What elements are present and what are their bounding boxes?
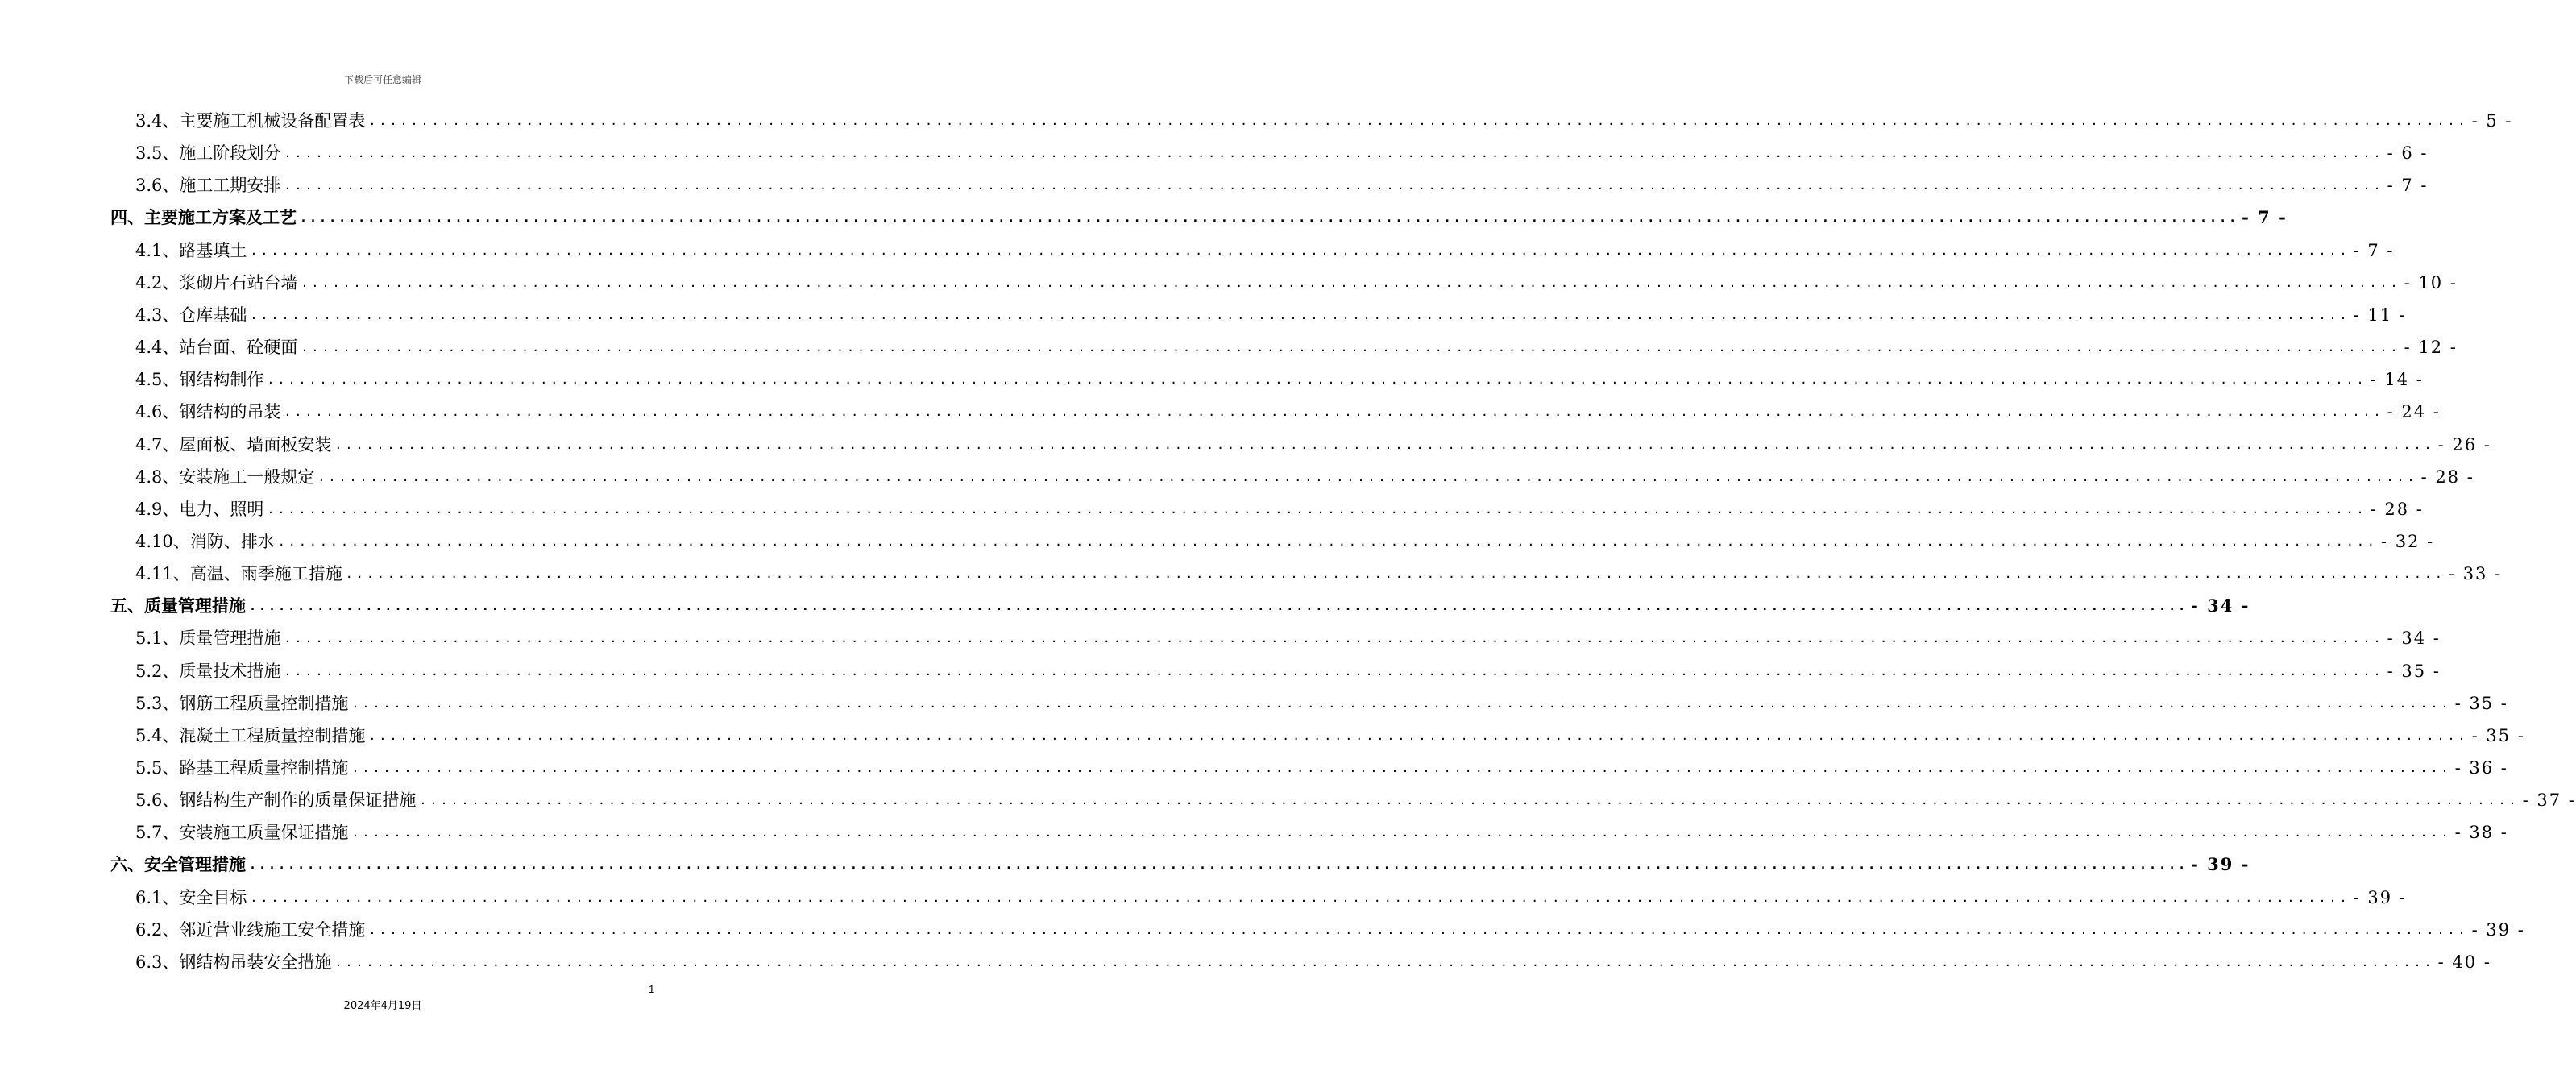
toc-section-entry[interactable]	[135, 331, 2458, 363]
toc-entry-page: - 10 -	[2404, 273, 2458, 293]
toc-entry-page: - 12 -	[2404, 338, 2458, 357]
toc-entry-title: 5.6、钢结构生产制作的质量保证措施	[135, 790, 417, 810]
toc-dot-leader: ........................................................................................................................................................................................................	[334, 438, 2435, 452]
toc-entry-title: 4.9、电力、照明	[135, 500, 264, 519]
toc-entry-page: - 24 -	[2387, 402, 2441, 421]
toc-section-entry[interactable]	[135, 784, 2576, 816]
toc-dot-leader: ........................................................................................................................................................................................................	[351, 696, 2452, 711]
toc-chapter-entry[interactable]	[110, 201, 2288, 234]
toc-entry-page: - 7 -	[2353, 241, 2395, 260]
toc-dot-leader: ........................................................................................................................................................................................................	[250, 308, 2350, 322]
toc-entry-page: - 7 -	[2242, 207, 2288, 227]
toc-entry-page: - 40 -	[2437, 952, 2491, 972]
toc-entry-title: 5.4、混凝土工程质量控制措施	[135, 726, 366, 745]
toc-section-entry[interactable]	[135, 234, 2395, 267]
toc-entry-title: 3.4、主要施工机械设备配置表	[135, 111, 366, 131]
toc-entry-title: 4.10、消防、排水	[135, 532, 275, 551]
toc-dot-leader: ........................................................................................................................................................................................................	[301, 340, 2401, 355]
toc-chapter-entry[interactable]	[110, 590, 2250, 622]
toc-entry-page: - 38 -	[2454, 823, 2508, 842]
toc-section-entry[interactable]	[135, 299, 2407, 331]
toc-section-entry[interactable]	[135, 429, 2491, 461]
toc-dot-leader: ........................................................................................................................................................................................................	[368, 728, 2469, 743]
toc-entry-page: - 35 -	[2387, 662, 2441, 681]
toc-dot-leader: ........................................................................................................................................................................................................	[334, 955, 2435, 969]
toc-entry-page: - 34 -	[2191, 595, 2250, 616]
toc-entry-title: 6.1、安全目标	[135, 888, 247, 907]
toc-entry-page: - 35 -	[2471, 726, 2525, 745]
toc-dot-leader: ........................................................................................................................................................................................................	[301, 276, 2401, 290]
toc-entry-page: - 39 -	[2471, 920, 2525, 940]
toc-section-entry[interactable]	[135, 558, 2503, 590]
toc-entry-title: 四、主要施工方案及工艺	[110, 207, 297, 227]
toc-section-entry[interactable]	[135, 169, 2429, 201]
toc-section-entry[interactable]	[135, 687, 2508, 720]
toc-entry-title: 五、质量管理措施	[110, 595, 246, 616]
toc-entry-title: 4.6、钢结构的吊装	[135, 402, 281, 421]
toc-section-entry[interactable]	[135, 720, 2525, 752]
toc-section-entry[interactable]	[135, 882, 2407, 914]
toc-section-entry[interactable]	[135, 396, 2441, 428]
toc-entry-page: - 36 -	[2454, 758, 2508, 778]
toc-entry-title: 6.2、邻近营业线施工安全措施	[135, 920, 366, 940]
toc-section-entry[interactable]	[135, 655, 2441, 687]
toc-section-entry[interactable]	[135, 752, 2508, 784]
toc-dot-leader: ........................................................................................................................................................................................................	[317, 470, 2418, 484]
toc-entry-page: - 37 -	[2522, 790, 2576, 810]
toc-entry-title: 4.11、高温、雨季施工措施	[135, 564, 342, 583]
toc-entry-page: - 28 -	[2420, 467, 2474, 487]
toc-entry-page: - 11 -	[2353, 305, 2407, 325]
toc-entry-title: 5.3、钢筋工程质量控制措施	[135, 694, 349, 713]
toc-entry-page: - 34 -	[2387, 629, 2441, 648]
toc-entry-page: - 6 -	[2387, 143, 2429, 163]
toc-dot-leader: ........................................................................................................................................................................................................	[368, 114, 2469, 128]
toc-dot-leader: ........................................................................................................................................................................................................	[351, 825, 2452, 840]
toc-entry-title: 5.2、质量技术措施	[135, 662, 281, 681]
toc-entry-page: - 14 -	[2370, 370, 2424, 389]
toc-entry-title: 4.1、路基填土	[135, 241, 247, 260]
toc-dot-leader: ........................................................................................................................................................................................................	[284, 178, 2384, 193]
toc-entry-title: 4.4、站台面、砼硬面	[135, 338, 298, 357]
toc-section-entry[interactable]	[135, 267, 2458, 299]
toc-entry-title: 5.5、路基工程质量控制措施	[135, 758, 349, 778]
toc-section-entry[interactable]	[135, 461, 2474, 493]
toc-entry-page: - 39 -	[2353, 888, 2407, 907]
toc-dot-leader: ........................................................................................................................................................................................................	[250, 243, 2350, 258]
toc-entry-page: - 26 -	[2437, 435, 2491, 454]
toc-section-entry[interactable]	[135, 914, 2525, 946]
toc-dot-leader: ........................................................................................................................................................................................................	[284, 664, 2384, 678]
toc-dot-leader: ........................................................................................................................................................................................................	[284, 405, 2384, 419]
toc-section-entry[interactable]	[135, 493, 2424, 525]
toc-section-entry[interactable]	[135, 946, 2491, 978]
toc-section-entry[interactable]	[135, 105, 2513, 137]
toc-dot-leader: ........................................................................................................................................................................................................	[267, 502, 2367, 517]
toc-entry-page: - 39 -	[2191, 854, 2250, 874]
toc-entry-title: 6.3、钢结构吊装安全措施	[135, 952, 332, 972]
toc-entry-title: 4.3、仓库基础	[135, 305, 247, 325]
toc-section-entry[interactable]	[135, 525, 2435, 558]
toc-dot-leader: ........................................................................................................................................................................................................	[250, 890, 2350, 905]
toc-entry-title: 4.7、屋面板、墙面板安装	[135, 435, 332, 454]
toc-entry-title: 3.6、施工工期安排	[135, 176, 281, 195]
toc-dot-leader: ........................................................................................................................................................................................................	[249, 857, 2188, 872]
toc-entry-page: - 7 -	[2387, 176, 2429, 195]
toc-entry-page: - 5 -	[2471, 111, 2513, 131]
toc-entry-page: - 35 -	[2454, 694, 2508, 713]
toc-entry-page: - 33 -	[2448, 564, 2503, 583]
toc-dot-leader: ........................................................................................................................................................................................................	[249, 599, 2188, 613]
toc-entry-title: 3.5、施工阶段划分	[135, 143, 281, 163]
toc-entry-title: 4.5、钢结构制作	[135, 370, 264, 389]
toc-dot-leader: ........................................................................................................................................................................................................	[351, 761, 2452, 775]
toc-dot-leader: ........................................................................................................................................................................................................	[345, 566, 2445, 581]
toc-section-entry[interactable]	[135, 363, 2424, 396]
toc-chapter-entry[interactable]	[110, 849, 2250, 881]
toc-dot-leader: ........................................................................................................................................................................................................	[267, 372, 2367, 387]
toc-dot-leader: ........................................................................................................................................................................................................	[419, 793, 2520, 807]
toc-section-entry[interactable]	[135, 622, 2441, 654]
header-note: 下载后可任意编辑	[343, 74, 421, 85]
toc-entry-title: 4.8、安装施工一般规定	[135, 467, 315, 487]
toc-entry-title: 5.1、质量管理措施	[135, 629, 281, 648]
toc-section-entry[interactable]	[135, 137, 2429, 169]
footer-date: 2024年4月19日	[343, 1000, 422, 1012]
toc-dot-leader: ........................................................................................................................................................................................................	[277, 534, 2378, 549]
toc-dot-leader: ........................................................................................................................................................................................................	[284, 146, 2384, 160]
toc-dot-leader: ........................................................................................................................................................................................................	[368, 923, 2469, 937]
page-number: 1	[649, 983, 655, 995]
toc-entry-title: 5.7、安装施工质量保证措施	[135, 823, 349, 842]
toc-entry-page: - 28 -	[2370, 500, 2424, 519]
toc-entry-title: 4.2、浆砌片石站台墙	[135, 273, 298, 293]
toc-dot-leader: ........................................................................................................................................................................................................	[300, 210, 2239, 225]
toc-entry-page: - 32 -	[2380, 532, 2435, 551]
toc-entry-title: 六、安全管理措施	[110, 854, 246, 874]
toc-section-entry[interactable]	[135, 816, 2508, 849]
toc-dot-leader: ........................................................................................................................................................................................................	[284, 631, 2384, 645]
